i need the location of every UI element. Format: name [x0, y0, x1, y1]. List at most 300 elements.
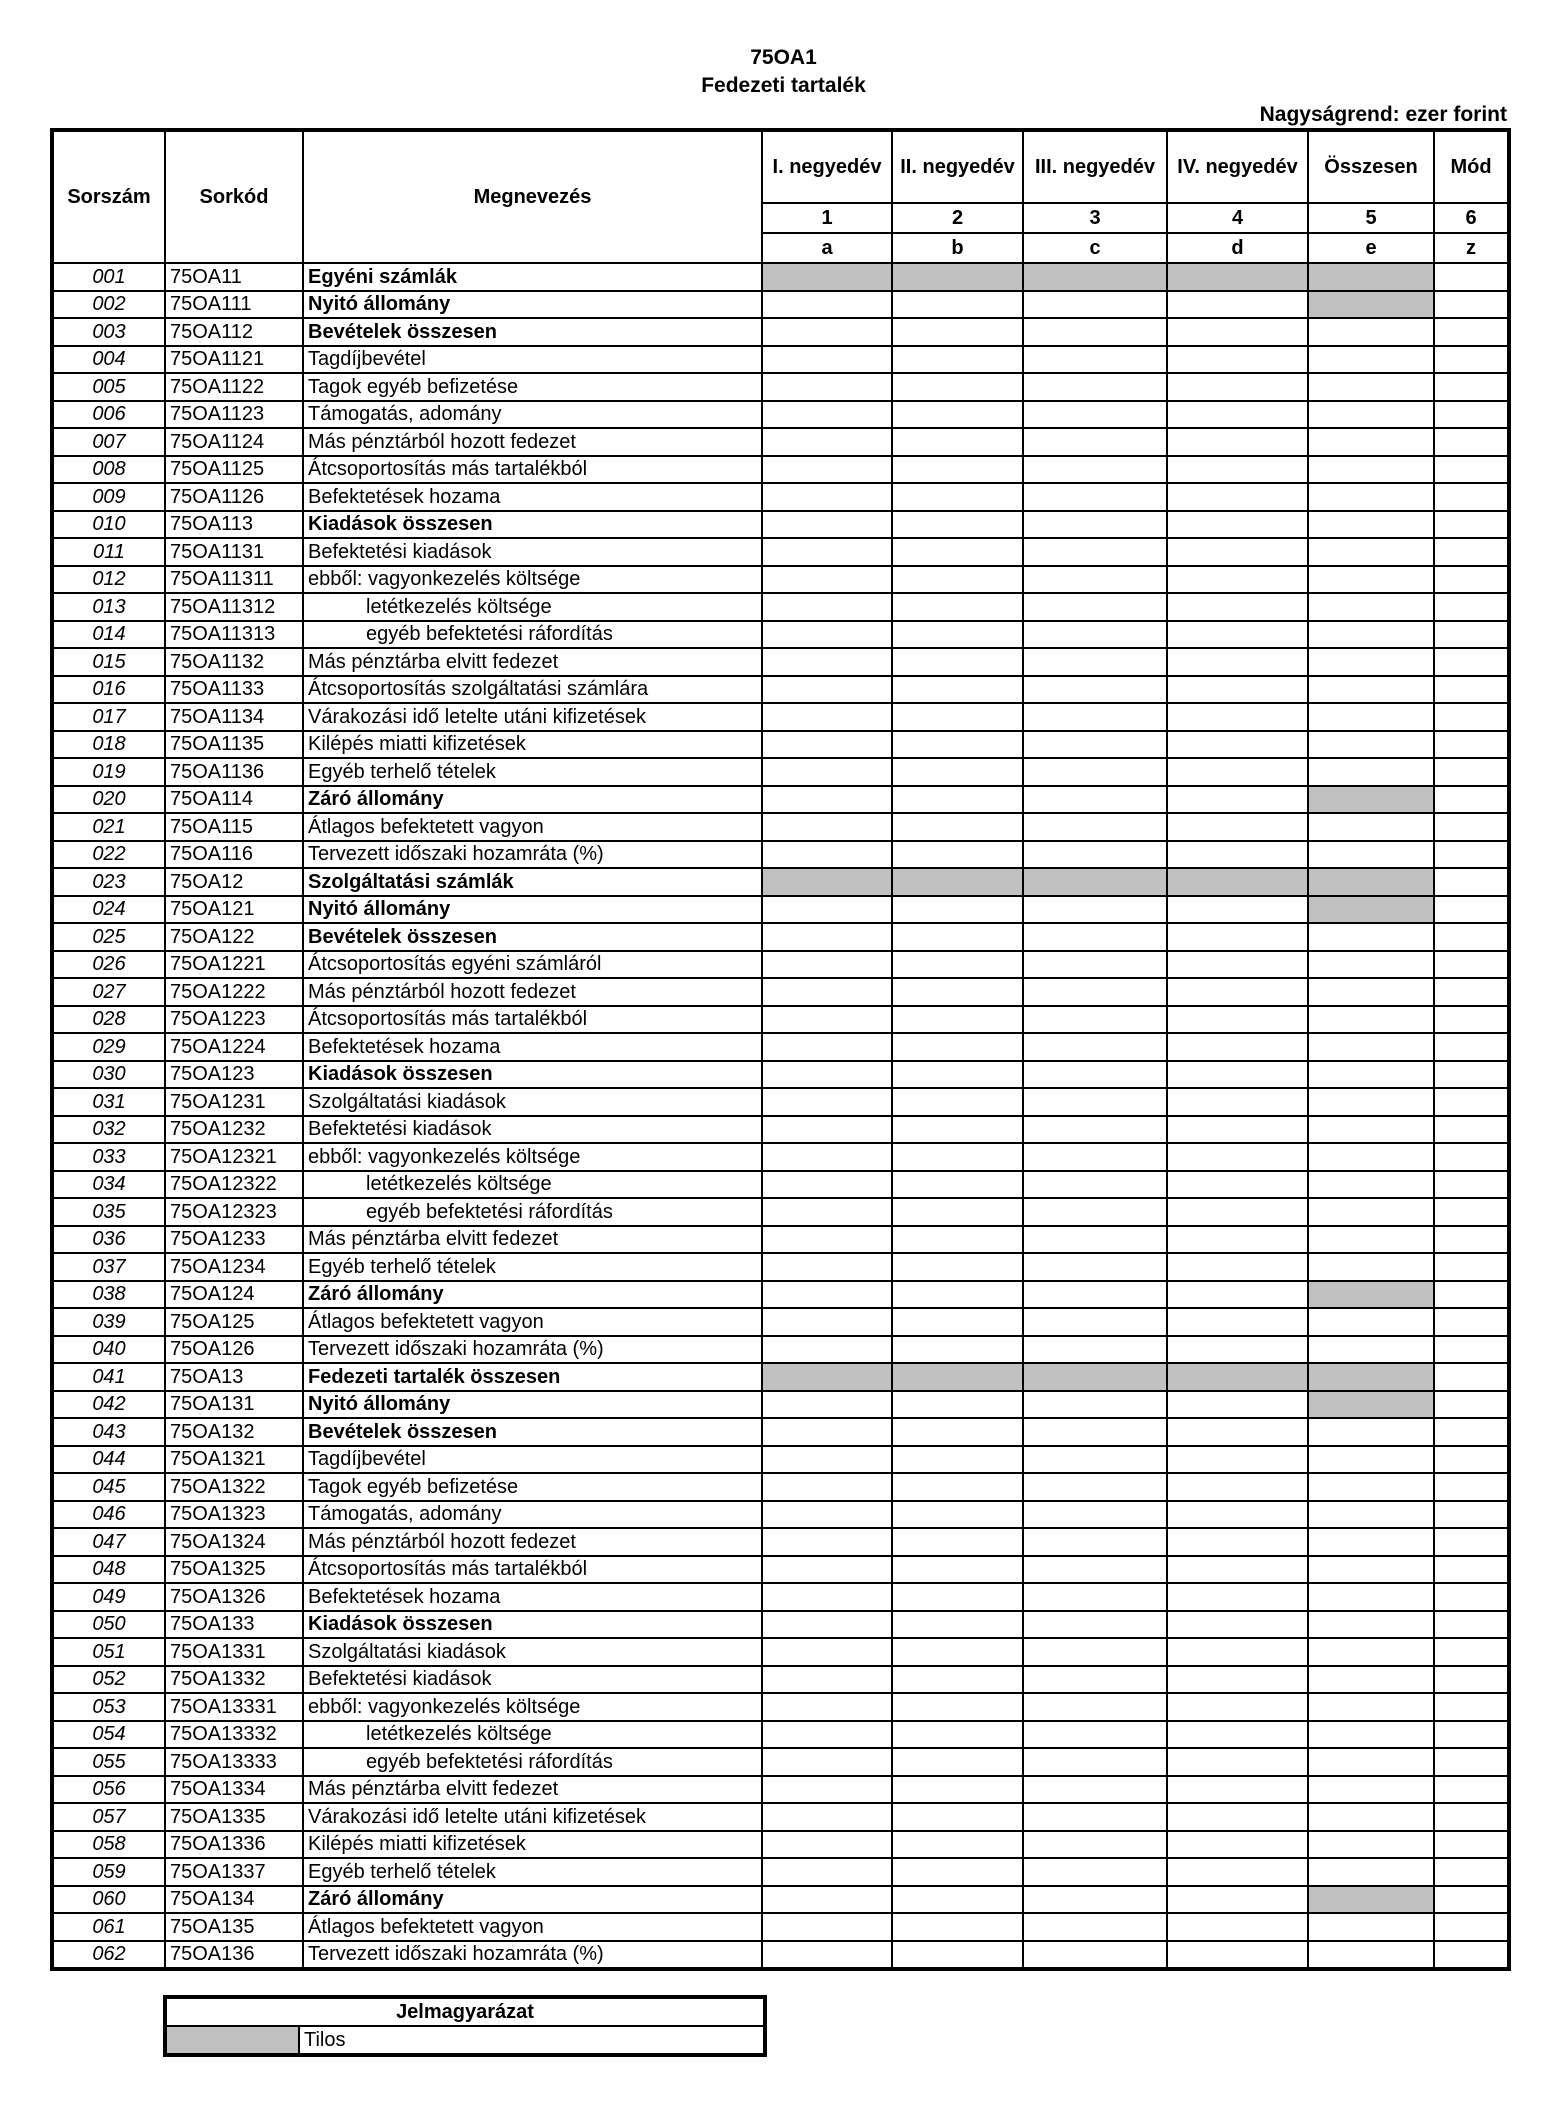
- value-cell[interactable]: [892, 373, 1023, 401]
- value-cell[interactable]: [1308, 1858, 1434, 1886]
- value-cell[interactable]: [1434, 373, 1509, 401]
- value-cell[interactable]: [1167, 923, 1308, 951]
- value-cell[interactable]: [1023, 786, 1167, 814]
- value-cell[interactable]: [1167, 1886, 1308, 1914]
- value-cell[interactable]: [1167, 978, 1308, 1006]
- value-cell[interactable]: [762, 428, 892, 456]
- value-cell[interactable]: [892, 896, 1023, 924]
- value-cell[interactable]: [892, 1061, 1023, 1089]
- value-cell[interactable]: [1167, 1171, 1308, 1199]
- value-cell[interactable]: [1023, 923, 1167, 951]
- value-cell[interactable]: [1434, 648, 1509, 676]
- value-cell[interactable]: [1023, 1171, 1167, 1199]
- value-cell[interactable]: [1434, 868, 1509, 896]
- value-cell[interactable]: [892, 1116, 1023, 1144]
- value-cell[interactable]: [1308, 1638, 1434, 1666]
- value-cell[interactable]: [892, 1088, 1023, 1116]
- value-cell[interactable]: [1308, 1143, 1434, 1171]
- value-cell[interactable]: [762, 1666, 892, 1694]
- value-cell[interactable]: [892, 1748, 1023, 1776]
- value-cell[interactable]: [762, 1226, 892, 1254]
- value-cell[interactable]: [1308, 1473, 1434, 1501]
- value-cell[interactable]: [1308, 483, 1434, 511]
- value-cell[interactable]: [892, 1886, 1023, 1914]
- value-cell[interactable]: [1023, 1721, 1167, 1749]
- value-cell[interactable]: [1167, 1281, 1308, 1309]
- value-cell[interactable]: [1308, 1831, 1434, 1859]
- value-cell[interactable]: [1434, 1693, 1509, 1721]
- value-cell[interactable]: [1308, 1198, 1434, 1226]
- value-cell[interactable]: [1167, 291, 1308, 319]
- value-cell[interactable]: [1434, 1418, 1509, 1446]
- value-cell[interactable]: [1023, 1528, 1167, 1556]
- value-cell[interactable]: [1167, 1831, 1308, 1859]
- value-cell[interactable]: [762, 346, 892, 374]
- value-cell[interactable]: [1434, 1721, 1509, 1749]
- value-cell[interactable]: [892, 841, 1023, 869]
- value-cell[interactable]: [1434, 1391, 1509, 1419]
- value-cell[interactable]: [1023, 1941, 1167, 1970]
- value-cell[interactable]: [1023, 1308, 1167, 1336]
- value-cell[interactable]: [1308, 456, 1434, 484]
- value-cell[interactable]: [892, 758, 1023, 786]
- value-cell[interactable]: [1308, 346, 1434, 374]
- value-cell[interactable]: [1023, 1391, 1167, 1419]
- value-cell[interactable]: [1308, 1913, 1434, 1941]
- value-cell[interactable]: [1434, 1803, 1509, 1831]
- value-cell[interactable]: [892, 1803, 1023, 1831]
- value-cell[interactable]: [762, 291, 892, 319]
- value-cell[interactable]: [1167, 1308, 1308, 1336]
- value-cell[interactable]: [1167, 1473, 1308, 1501]
- value-cell[interactable]: [1023, 1418, 1167, 1446]
- value-cell[interactable]: [892, 1693, 1023, 1721]
- value-cell[interactable]: [1434, 1006, 1509, 1034]
- value-cell[interactable]: [1167, 1336, 1308, 1364]
- value-cell[interactable]: [1023, 1336, 1167, 1364]
- value-cell[interactable]: [1023, 621, 1167, 649]
- value-cell[interactable]: [1434, 1858, 1509, 1886]
- value-cell[interactable]: [1167, 1666, 1308, 1694]
- value-cell[interactable]: [1167, 648, 1308, 676]
- value-cell[interactable]: [1023, 676, 1167, 704]
- value-cell[interactable]: [762, 318, 892, 346]
- value-cell[interactable]: [1167, 346, 1308, 374]
- value-cell[interactable]: [762, 1143, 892, 1171]
- value-cell[interactable]: [892, 1171, 1023, 1199]
- value-cell[interactable]: [1434, 813, 1509, 841]
- value-cell[interactable]: [1167, 1253, 1308, 1281]
- value-cell[interactable]: [1167, 1033, 1308, 1061]
- value-cell[interactable]: [1167, 1858, 1308, 1886]
- value-cell[interactable]: [1434, 1473, 1509, 1501]
- value-cell[interactable]: [1023, 1281, 1167, 1309]
- value-cell[interactable]: [1023, 841, 1167, 869]
- value-cell[interactable]: [1308, 511, 1434, 539]
- value-cell[interactable]: [1308, 731, 1434, 759]
- value-cell[interactable]: [1167, 566, 1308, 594]
- value-cell[interactable]: [892, 593, 1023, 621]
- value-cell[interactable]: [1434, 1171, 1509, 1199]
- value-cell[interactable]: [762, 786, 892, 814]
- value-cell[interactable]: [1434, 1336, 1509, 1364]
- value-cell[interactable]: [1167, 621, 1308, 649]
- value-cell[interactable]: [1434, 1583, 1509, 1611]
- value-cell[interactable]: [1023, 1501, 1167, 1529]
- value-cell[interactable]: [1167, 1198, 1308, 1226]
- value-cell[interactable]: [1023, 1006, 1167, 1034]
- value-cell[interactable]: [1308, 1418, 1434, 1446]
- value-cell[interactable]: [1023, 1556, 1167, 1584]
- value-cell[interactable]: [892, 951, 1023, 979]
- value-cell[interactable]: [762, 1501, 892, 1529]
- value-cell[interactable]: [1167, 1776, 1308, 1804]
- value-cell[interactable]: [1434, 1281, 1509, 1309]
- value-cell[interactable]: [762, 1006, 892, 1034]
- value-cell[interactable]: [1308, 1666, 1434, 1694]
- value-cell[interactable]: [1308, 1088, 1434, 1116]
- value-cell[interactable]: [762, 1116, 892, 1144]
- value-cell[interactable]: [1434, 1116, 1509, 1144]
- value-cell[interactable]: [1023, 1473, 1167, 1501]
- value-cell[interactable]: [1167, 896, 1308, 924]
- value-cell[interactable]: [1434, 1941, 1509, 1970]
- value-cell[interactable]: [1434, 703, 1509, 731]
- value-cell[interactable]: [1167, 676, 1308, 704]
- value-cell[interactable]: [762, 978, 892, 1006]
- value-cell[interactable]: [1434, 731, 1509, 759]
- value-cell[interactable]: [1167, 1061, 1308, 1089]
- value-cell[interactable]: [1023, 1913, 1167, 1941]
- value-cell[interactable]: [1308, 1721, 1434, 1749]
- value-cell[interactable]: [1023, 1638, 1167, 1666]
- value-cell[interactable]: [762, 1336, 892, 1364]
- value-cell[interactable]: [1023, 1583, 1167, 1611]
- value-cell[interactable]: [1023, 1776, 1167, 1804]
- value-cell[interactable]: [762, 1831, 892, 1859]
- value-cell[interactable]: [1434, 1363, 1509, 1391]
- value-cell[interactable]: [1023, 813, 1167, 841]
- value-cell[interactable]: [1023, 1666, 1167, 1694]
- value-cell[interactable]: [892, 703, 1023, 731]
- value-cell[interactable]: [1167, 1556, 1308, 1584]
- value-cell[interactable]: [1023, 1831, 1167, 1859]
- value-cell[interactable]: [1434, 1308, 1509, 1336]
- value-cell[interactable]: [892, 1033, 1023, 1061]
- value-cell[interactable]: [1167, 786, 1308, 814]
- value-cell[interactable]: [892, 1913, 1023, 1941]
- value-cell[interactable]: [1434, 401, 1509, 429]
- value-cell[interactable]: [762, 1308, 892, 1336]
- value-cell[interactable]: [1023, 1143, 1167, 1171]
- value-cell[interactable]: [1023, 758, 1167, 786]
- value-cell[interactable]: [762, 896, 892, 924]
- value-cell[interactable]: [1023, 456, 1167, 484]
- value-cell[interactable]: [1167, 456, 1308, 484]
- value-cell[interactable]: [892, 1198, 1023, 1226]
- value-cell[interactable]: [1308, 1253, 1434, 1281]
- value-cell[interactable]: [762, 1198, 892, 1226]
- value-cell[interactable]: [762, 1748, 892, 1776]
- value-cell[interactable]: [1308, 1033, 1434, 1061]
- value-cell[interactable]: [1308, 1583, 1434, 1611]
- value-cell[interactable]: [762, 1528, 892, 1556]
- value-cell[interactable]: [762, 1088, 892, 1116]
- value-cell[interactable]: [892, 813, 1023, 841]
- value-cell[interactable]: [1434, 1666, 1509, 1694]
- value-cell[interactable]: [892, 1858, 1023, 1886]
- value-cell[interactable]: [1434, 1061, 1509, 1089]
- value-cell[interactable]: [892, 1308, 1023, 1336]
- value-cell[interactable]: [1308, 538, 1434, 566]
- value-cell[interactable]: [762, 1886, 892, 1914]
- value-cell[interactable]: [1308, 813, 1434, 841]
- value-cell[interactable]: [762, 1473, 892, 1501]
- value-cell[interactable]: [1167, 1748, 1308, 1776]
- value-cell[interactable]: [1167, 1088, 1308, 1116]
- value-cell[interactable]: [1434, 1831, 1509, 1859]
- value-cell[interactable]: [892, 1281, 1023, 1309]
- value-cell[interactable]: [1167, 951, 1308, 979]
- value-cell[interactable]: [1167, 1721, 1308, 1749]
- value-cell[interactable]: [1023, 1611, 1167, 1639]
- value-cell[interactable]: [762, 676, 892, 704]
- value-cell[interactable]: [1023, 483, 1167, 511]
- value-cell[interactable]: [1167, 1143, 1308, 1171]
- value-cell[interactable]: [892, 1638, 1023, 1666]
- value-cell[interactable]: [1023, 401, 1167, 429]
- value-cell[interactable]: [1023, 703, 1167, 731]
- value-cell[interactable]: [1308, 1171, 1434, 1199]
- value-cell[interactable]: [1023, 1748, 1167, 1776]
- value-cell[interactable]: [1023, 1061, 1167, 1089]
- value-cell[interactable]: [1023, 731, 1167, 759]
- value-cell[interactable]: [762, 1776, 892, 1804]
- value-cell[interactable]: [1434, 1446, 1509, 1474]
- value-cell[interactable]: [1308, 703, 1434, 731]
- value-cell[interactable]: [1023, 291, 1167, 319]
- value-cell[interactable]: [892, 401, 1023, 429]
- value-cell[interactable]: [1434, 1748, 1509, 1776]
- value-cell[interactable]: [1308, 318, 1434, 346]
- value-cell[interactable]: [892, 1226, 1023, 1254]
- value-cell[interactable]: [1308, 428, 1434, 456]
- value-cell[interactable]: [1167, 401, 1308, 429]
- value-cell[interactable]: [762, 1693, 892, 1721]
- value-cell[interactable]: [1434, 1556, 1509, 1584]
- value-cell[interactable]: [1434, 318, 1509, 346]
- value-cell[interactable]: [1023, 538, 1167, 566]
- value-cell[interactable]: [1167, 1803, 1308, 1831]
- value-cell[interactable]: [1308, 923, 1434, 951]
- value-cell[interactable]: [1023, 1198, 1167, 1226]
- value-cell[interactable]: [1023, 1858, 1167, 1886]
- value-cell[interactable]: [892, 538, 1023, 566]
- value-cell[interactable]: [892, 1501, 1023, 1529]
- value-cell[interactable]: [762, 1913, 892, 1941]
- value-cell[interactable]: [762, 483, 892, 511]
- value-cell[interactable]: [1167, 1528, 1308, 1556]
- value-cell[interactable]: [1023, 1226, 1167, 1254]
- value-cell[interactable]: [1167, 1693, 1308, 1721]
- value-cell[interactable]: [1434, 676, 1509, 704]
- value-cell[interactable]: [1308, 1006, 1434, 1034]
- value-cell[interactable]: [762, 401, 892, 429]
- value-cell[interactable]: [1023, 896, 1167, 924]
- value-cell[interactable]: [892, 1776, 1023, 1804]
- value-cell[interactable]: [1434, 951, 1509, 979]
- value-cell[interactable]: [1167, 1611, 1308, 1639]
- value-cell[interactable]: [1023, 511, 1167, 539]
- value-cell[interactable]: [1023, 428, 1167, 456]
- value-cell[interactable]: [1434, 456, 1509, 484]
- value-cell[interactable]: [762, 1858, 892, 1886]
- value-cell[interactable]: [762, 1611, 892, 1639]
- value-cell[interactable]: [1167, 1418, 1308, 1446]
- value-cell[interactable]: [892, 1418, 1023, 1446]
- value-cell[interactable]: [1434, 346, 1509, 374]
- value-cell[interactable]: [762, 566, 892, 594]
- value-cell[interactable]: [1308, 978, 1434, 1006]
- value-cell[interactable]: [1167, 1583, 1308, 1611]
- value-cell[interactable]: [1308, 593, 1434, 621]
- value-cell[interactable]: [1023, 1033, 1167, 1061]
- value-cell[interactable]: [1167, 428, 1308, 456]
- value-cell[interactable]: [892, 648, 1023, 676]
- value-cell[interactable]: [762, 923, 892, 951]
- value-cell[interactable]: [762, 648, 892, 676]
- value-cell[interactable]: [1023, 951, 1167, 979]
- value-cell[interactable]: [1308, 1501, 1434, 1529]
- value-cell[interactable]: [1308, 1803, 1434, 1831]
- value-cell[interactable]: [1167, 1006, 1308, 1034]
- value-cell[interactable]: [1434, 428, 1509, 456]
- value-cell[interactable]: [1308, 1116, 1434, 1144]
- value-cell[interactable]: [892, 1831, 1023, 1859]
- value-cell[interactable]: [1308, 1611, 1434, 1639]
- value-cell[interactable]: [1308, 401, 1434, 429]
- value-cell[interactable]: [762, 538, 892, 566]
- value-cell[interactable]: [762, 1583, 892, 1611]
- value-cell[interactable]: [1434, 621, 1509, 649]
- value-cell[interactable]: [762, 731, 892, 759]
- value-cell[interactable]: [1167, 1638, 1308, 1666]
- value-cell[interactable]: [1434, 786, 1509, 814]
- value-cell[interactable]: [1308, 1776, 1434, 1804]
- value-cell[interactable]: [1308, 841, 1434, 869]
- value-cell[interactable]: [892, 483, 1023, 511]
- value-cell[interactable]: [1167, 483, 1308, 511]
- value-cell[interactable]: [1023, 648, 1167, 676]
- value-cell[interactable]: [892, 1941, 1023, 1970]
- value-cell[interactable]: [1434, 1776, 1509, 1804]
- value-cell[interactable]: [892, 318, 1023, 346]
- value-cell[interactable]: [762, 1638, 892, 1666]
- value-cell[interactable]: [1023, 593, 1167, 621]
- value-cell[interactable]: [892, 1556, 1023, 1584]
- value-cell[interactable]: [1023, 346, 1167, 374]
- value-cell[interactable]: [762, 813, 892, 841]
- value-cell[interactable]: [1434, 1143, 1509, 1171]
- value-cell[interactable]: [762, 1446, 892, 1474]
- value-cell[interactable]: [762, 511, 892, 539]
- value-cell[interactable]: [1023, 1088, 1167, 1116]
- value-cell[interactable]: [1434, 1611, 1509, 1639]
- value-cell[interactable]: [1023, 1253, 1167, 1281]
- value-cell[interactable]: [1308, 1226, 1434, 1254]
- value-cell[interactable]: [1023, 1116, 1167, 1144]
- value-cell[interactable]: [1434, 1886, 1509, 1914]
- value-cell[interactable]: [762, 703, 892, 731]
- value-cell[interactable]: [892, 1666, 1023, 1694]
- value-cell[interactable]: [1023, 1446, 1167, 1474]
- value-cell[interactable]: [762, 373, 892, 401]
- value-cell[interactable]: [892, 978, 1023, 1006]
- value-cell[interactable]: [1434, 1226, 1509, 1254]
- value-cell[interactable]: [1434, 758, 1509, 786]
- value-cell[interactable]: [762, 951, 892, 979]
- value-cell[interactable]: [1023, 318, 1167, 346]
- value-cell[interactable]: [1308, 1748, 1434, 1776]
- value-cell[interactable]: [1308, 1308, 1434, 1336]
- value-cell[interactable]: [892, 786, 1023, 814]
- value-cell[interactable]: [1023, 566, 1167, 594]
- value-cell[interactable]: [1434, 1253, 1509, 1281]
- value-cell[interactable]: [1434, 263, 1509, 291]
- value-cell[interactable]: [1167, 813, 1308, 841]
- value-cell[interactable]: [892, 511, 1023, 539]
- value-cell[interactable]: [1308, 1528, 1434, 1556]
- value-cell[interactable]: [762, 841, 892, 869]
- value-cell[interactable]: [762, 621, 892, 649]
- value-cell[interactable]: [1308, 648, 1434, 676]
- value-cell[interactable]: [1434, 1198, 1509, 1226]
- value-cell[interactable]: [892, 566, 1023, 594]
- value-cell[interactable]: [1434, 1501, 1509, 1529]
- value-cell[interactable]: [1167, 731, 1308, 759]
- value-cell[interactable]: [1023, 1886, 1167, 1914]
- value-cell[interactable]: [892, 1528, 1023, 1556]
- value-cell[interactable]: [892, 1446, 1023, 1474]
- value-cell[interactable]: [1434, 978, 1509, 1006]
- value-cell[interactable]: [892, 1391, 1023, 1419]
- value-cell[interactable]: [1308, 1941, 1434, 1970]
- value-cell[interactable]: [762, 593, 892, 621]
- value-cell[interactable]: [1434, 1913, 1509, 1941]
- value-cell[interactable]: [1434, 1088, 1509, 1116]
- value-cell[interactable]: [1308, 758, 1434, 786]
- value-cell[interactable]: [892, 1611, 1023, 1639]
- value-cell[interactable]: [1434, 593, 1509, 621]
- value-cell[interactable]: [762, 1941, 892, 1970]
- value-cell[interactable]: [1167, 1116, 1308, 1144]
- value-cell[interactable]: [892, 1006, 1023, 1034]
- value-cell[interactable]: [892, 1721, 1023, 1749]
- value-cell[interactable]: [762, 1281, 892, 1309]
- value-cell[interactable]: [1167, 1501, 1308, 1529]
- value-cell[interactable]: [892, 291, 1023, 319]
- value-cell[interactable]: [762, 1253, 892, 1281]
- value-cell[interactable]: [762, 1721, 892, 1749]
- value-cell[interactable]: [1434, 1528, 1509, 1556]
- value-cell[interactable]: [1434, 841, 1509, 869]
- value-cell[interactable]: [892, 1473, 1023, 1501]
- value-cell[interactable]: [1167, 318, 1308, 346]
- value-cell[interactable]: [762, 758, 892, 786]
- value-cell[interactable]: [1023, 1693, 1167, 1721]
- value-cell[interactable]: [892, 428, 1023, 456]
- value-cell[interactable]: [1434, 923, 1509, 951]
